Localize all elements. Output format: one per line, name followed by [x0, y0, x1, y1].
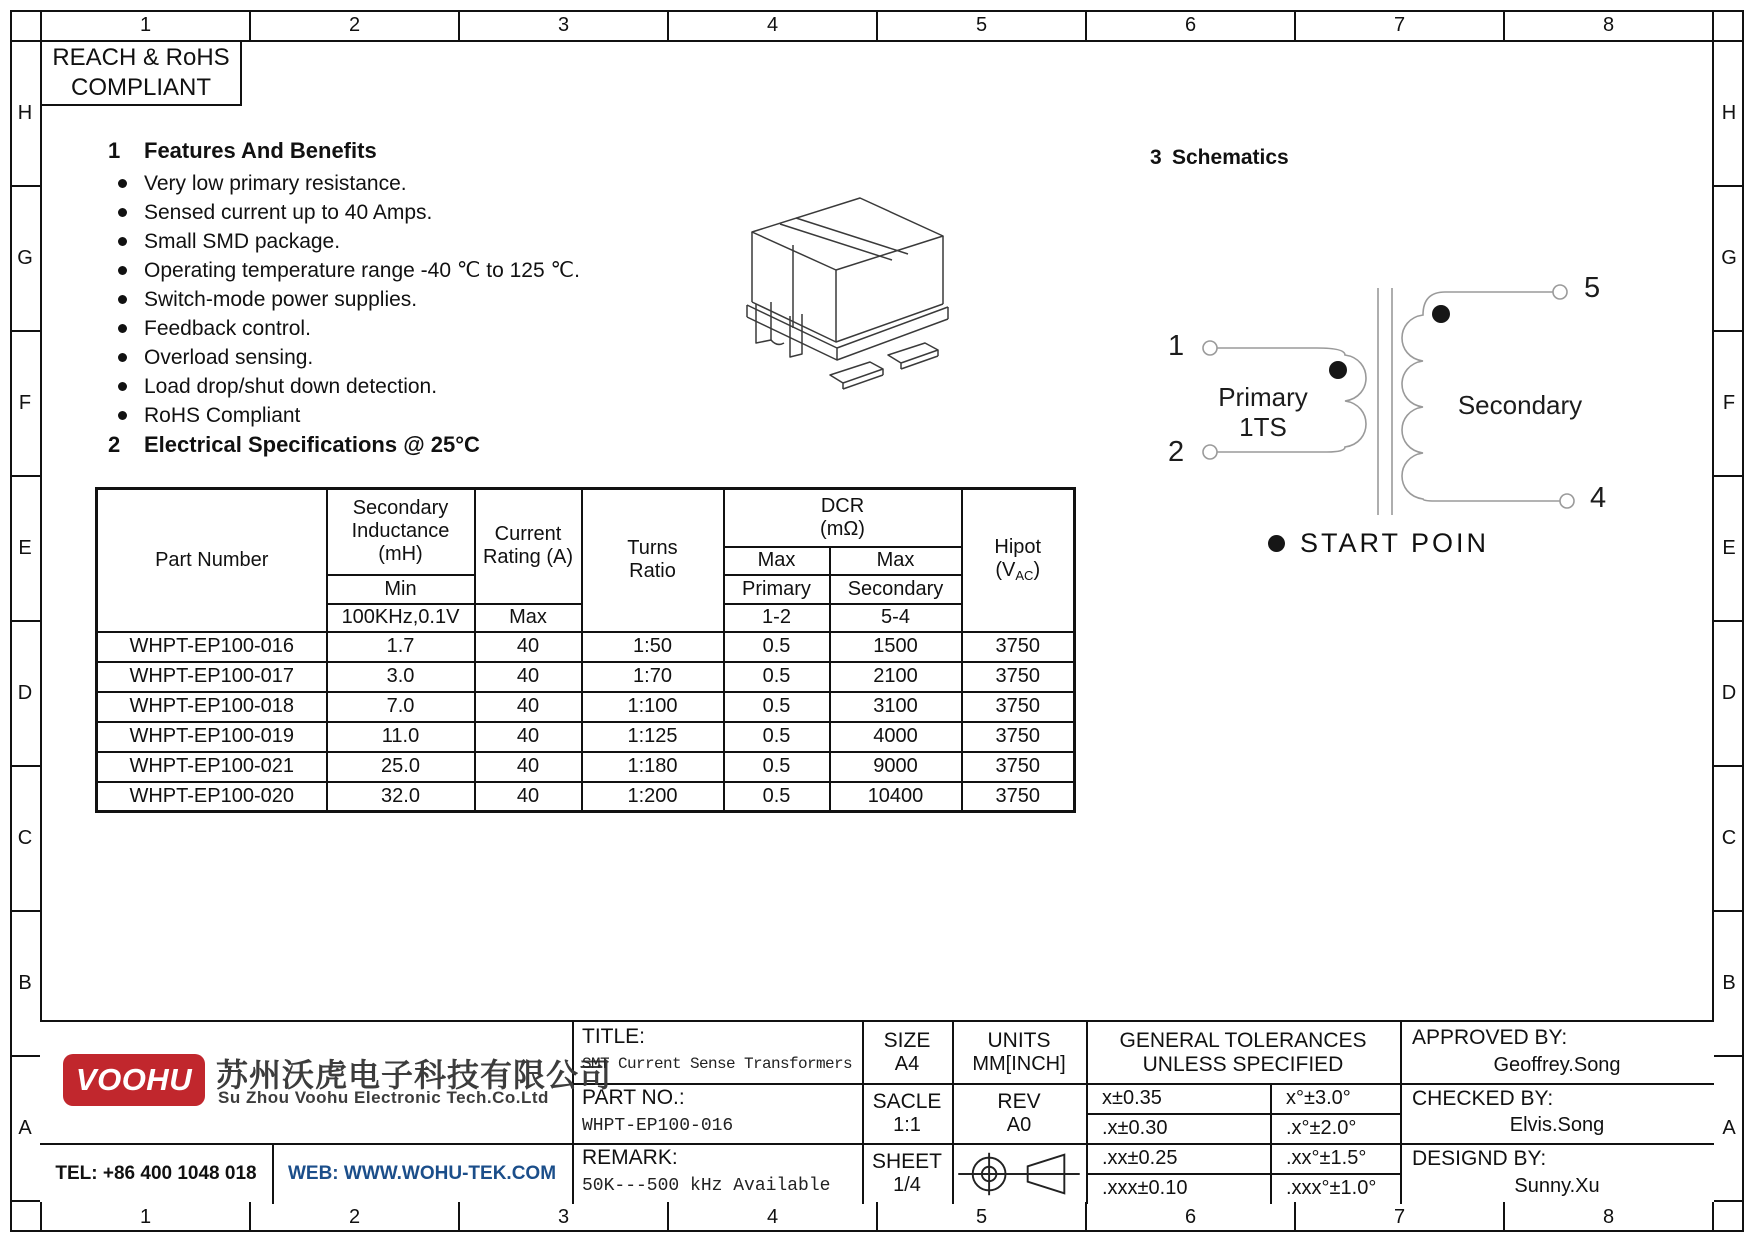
company-website: WEB: WWW.WOHU-TEK.COM: [287, 1162, 557, 1184]
zone-row-label: G: [10, 187, 40, 332]
col-header-turns-ratio: [582, 489, 724, 632]
cell-hipot: 3750: [962, 752, 1075, 782]
hipot-unit-pre: (V: [995, 559, 1016, 582]
cell-current: 40: [475, 722, 582, 752]
cell-dcr-secondary: 9000: [830, 752, 962, 782]
core-lines: [1378, 288, 1392, 515]
cell-hipot: 3750: [962, 632, 1075, 662]
sheet-cell: [862, 1143, 952, 1204]
tolerance-value: x±0.35: [1102, 1086, 1162, 1109]
zone-row-label: H: [1714, 42, 1744, 187]
features-list: [118, 169, 580, 430]
primary-phase-dot: [1329, 361, 1347, 379]
bullet-icon: [118, 295, 127, 304]
features-section-number: 1: [108, 138, 121, 163]
company-name-cn: 苏州沃虎电子科技有限公司: [216, 1057, 613, 1093]
table-row: [97, 782, 1075, 812]
cell-dcr-primary: 0.5: [724, 632, 830, 662]
zone-col-label: 3: [460, 10, 669, 40]
title-block: [40, 1020, 1714, 1202]
cell-dcr-secondary: 1500: [830, 632, 962, 662]
col-header-secondary-inductance: Secondary Inductance (mH): [327, 489, 475, 575]
scale-label: SACLE: [872, 1089, 942, 1113]
dcr-primary-header: Primary: [724, 575, 830, 604]
cell-turns-ratio: 1:125: [582, 722, 724, 752]
dcr-unit: (mΩ): [820, 517, 865, 540]
cell-current: 40: [475, 692, 582, 722]
feature-text: RoHS Compliant: [144, 403, 301, 427]
title-cell: [572, 1022, 862, 1083]
list-item: [118, 256, 580, 285]
zone-band-top: [40, 10, 1714, 40]
pin2-label: 2: [1168, 436, 1185, 468]
current-rating-max-header: Max: [475, 604, 582, 632]
zone-row-label: C: [10, 767, 40, 912]
schematic-section-number: 3: [1150, 146, 1162, 169]
cell-hipot: 3750: [962, 692, 1075, 722]
tolerances-header: [1086, 1022, 1400, 1083]
zone-col-label: 5: [878, 1202, 1087, 1232]
zone-col-label: 7: [1296, 10, 1505, 40]
units-value: MM[INCH]: [972, 1053, 1066, 1075]
zone-col-label: 1: [42, 10, 251, 40]
table-row: [97, 632, 1075, 662]
rev-value: A0: [1006, 1113, 1032, 1136]
bullet-icon: [118, 353, 127, 362]
cell-dcr-primary: 0.5: [724, 782, 830, 812]
specs-section-title: Electrical Specifications @ 25°C: [144, 432, 480, 457]
compliance-line2: COMPLIANT: [70, 74, 211, 101]
cell-part-number: WHPT-EP100-016: [97, 632, 327, 662]
cell-inductance: 7.0: [327, 692, 475, 722]
zone-band-right: [1714, 40, 1744, 1202]
start-point-text: START POIN: [1300, 528, 1490, 558]
title-value: SMT Current Sense Transformers: [582, 1055, 853, 1073]
bullet-icon: [118, 266, 127, 275]
part-no-label: PART NO.:: [582, 1086, 685, 1109]
company-tel: TEL: +86 400 1048 018: [55, 1162, 257, 1184]
part-no-cell: [572, 1083, 862, 1143]
sheet-value: 1/4: [893, 1174, 921, 1196]
schematic-section-title: Schematics: [1172, 146, 1289, 169]
rev-cell: [952, 1083, 1086, 1143]
cell-turns-ratio: 1:50: [582, 632, 724, 662]
pin4-label: 4: [1590, 482, 1607, 514]
bullet-icon: [118, 208, 127, 217]
bullet-icon: [118, 411, 127, 420]
cell-hipot: 3750: [962, 662, 1075, 692]
zone-col-label: 6: [1087, 10, 1296, 40]
tolerance-value: .xxx±0.10: [1102, 1177, 1188, 1199]
list-item: [118, 401, 580, 430]
rev-label: REV: [997, 1089, 1041, 1113]
cell-part-number: WHPT-EP100-018: [97, 692, 327, 722]
feature-text: Switch-mode power supplies.: [144, 287, 418, 311]
cell-inductance: 32.0: [327, 782, 475, 812]
dcr-max-primary-header: Max: [724, 547, 830, 575]
bullet-icon: [118, 237, 127, 246]
list-item: [118, 227, 580, 256]
turns-label-line2: Ratio: [629, 560, 676, 583]
approved-by-label: APPROVED BY:: [1412, 1026, 1568, 1049]
logo-text: VOOHU: [75, 1062, 193, 1097]
zone-row-label: F: [10, 332, 40, 477]
part-no-value: WHPT-EP100-016: [582, 1116, 734, 1136]
col-header-dcr: [724, 489, 962, 547]
cell-dcr-secondary: 3100: [830, 692, 962, 722]
checked-by-cell: [1400, 1083, 1714, 1143]
tolerance-value: .x±0.30: [1102, 1116, 1168, 1139]
col-header-current-rating: Current Rating (A): [475, 489, 582, 604]
company-name-en: Su Zhou Voohu Electronic Tech.Co.Ltd: [218, 1088, 549, 1107]
table-row: [97, 722, 1075, 752]
col-header-part-number: Part Number: [97, 489, 327, 632]
zone-col-label: 2: [251, 1202, 460, 1232]
hipot-unit-post: ): [1033, 559, 1041, 582]
cell-part-number: WHPT-EP100-021: [97, 752, 327, 782]
zone-row-label: A: [18, 1117, 32, 1139]
start-point-dot-icon: [1268, 535, 1285, 552]
size-cell: [862, 1022, 952, 1083]
cell-inductance: 25.0: [327, 752, 475, 782]
checked-by-name: Elvis.Song: [1509, 1114, 1605, 1136]
zone-row-label: E: [10, 477, 40, 622]
cell-turns-ratio: 1:70: [582, 662, 724, 692]
zone-col-label: 8: [1602, 13, 1615, 36]
schematic-heading: [1150, 146, 1289, 170]
bullet-icon: [118, 382, 127, 391]
cell-current: 40: [475, 662, 582, 692]
compliance-badge: [40, 40, 242, 106]
primary-turns-text: 1TS: [1239, 412, 1287, 442]
cell-turns-ratio: 1:100: [582, 692, 724, 722]
specs-section-number: 2: [108, 432, 121, 457]
cell-turns-ratio: 1:180: [582, 752, 724, 782]
projection-cell: [952, 1143, 1086, 1204]
cell-part-number: WHPT-EP100-020: [97, 782, 327, 812]
sheet-label: SHEET: [871, 1150, 942, 1173]
tolerance-value: .x°±2.0°: [1286, 1116, 1357, 1139]
title-label: TITLE:: [582, 1025, 646, 1048]
units-cell: [952, 1022, 1086, 1083]
pin1-label: 1: [1168, 330, 1185, 362]
table-row: [97, 662, 1075, 692]
list-item: [118, 169, 580, 198]
pin4-terminal: [1560, 494, 1574, 508]
zone-col-label: 7: [1296, 1202, 1505, 1232]
col-header-hipot: [962, 489, 1075, 632]
secondary-winding-label: Secondary: [1457, 390, 1583, 420]
zone-row-label: D: [1714, 622, 1744, 767]
cell-dcr-primary: 0.5: [724, 662, 830, 692]
hipot-unit-sub: AC: [1015, 568, 1034, 584]
feature-text: Overload sensing.: [144, 345, 314, 369]
zone-col-label: 8: [1602, 1205, 1615, 1228]
cell-hipot: 3750: [962, 722, 1075, 752]
cell-dcr-secondary: 10400: [830, 782, 962, 812]
zone-row-label: E: [1714, 477, 1744, 622]
dcr-primary-pins-header: 1-2: [724, 604, 830, 632]
tolerance-value: .xx±0.25: [1102, 1146, 1178, 1169]
zone-col-label: 1: [42, 1202, 251, 1232]
cell-part-number: WHPT-EP100-019: [97, 722, 327, 752]
primary-winding-label: [1198, 382, 1328, 442]
primary-label-text: Primary: [1218, 382, 1308, 412]
table-row: [97, 752, 1075, 782]
checked-by-label: CHECKED BY:: [1412, 1087, 1554, 1110]
size-label: SIZE: [883, 1029, 931, 1052]
tolerances-header-line1: GENERAL TOLERANCES: [1119, 1028, 1367, 1052]
cell-dcr-secondary: 2100: [830, 662, 962, 692]
pin2-terminal: [1203, 445, 1217, 459]
zone-row-label: D: [10, 622, 40, 767]
designed-by-name: Sunny.Xu: [1514, 1175, 1600, 1197]
approved-by-cell: [1400, 1022, 1714, 1083]
cell-dcr-primary: 0.5: [724, 692, 830, 722]
scale-cell: [862, 1083, 952, 1143]
component-isometric-drawing: [630, 150, 960, 410]
zone-col-label: 4: [669, 10, 878, 40]
spec-table: [95, 487, 1076, 813]
company-logo: [63, 1054, 205, 1106]
remark-value: 50K---500 kHz Available: [582, 1176, 831, 1196]
secondary-inductance-condition-header: 100KHz,0.1V: [327, 604, 475, 632]
zone-row-label: A: [1722, 1117, 1736, 1139]
feature-text: Load drop/shut down detection.: [144, 374, 438, 398]
tolerance-value: .xxx°±1.0°: [1286, 1177, 1377, 1199]
projection-symbol-icon: [956, 1147, 1082, 1201]
zone-row-label: C: [1714, 767, 1744, 912]
cell-inductance: 3.0: [327, 662, 475, 692]
company-cell: [40, 1022, 613, 1143]
cell-dcr-secondary: 4000: [830, 722, 962, 752]
zone-row-label: B: [1714, 912, 1744, 1057]
zone-row-label: F: [1714, 332, 1744, 477]
tolerance-value: .xx°±1.5°: [1286, 1146, 1367, 1169]
cell-current: 40: [475, 752, 582, 782]
zone-band-left: [10, 40, 40, 1202]
zone-band-bottom: [40, 1202, 1714, 1232]
cell-dcr-primary: 0.5: [724, 722, 830, 752]
list-item: [118, 372, 580, 401]
zone-col-label: 2: [251, 10, 460, 40]
cell-hipot: 3750: [962, 782, 1075, 812]
table-row: [97, 692, 1075, 722]
size-value: A4: [894, 1053, 920, 1075]
list-item: [118, 314, 580, 343]
dcr-max-secondary-header: Max: [830, 547, 962, 575]
designed-by-cell: [1400, 1143, 1714, 1204]
cell-part-number: WHPT-EP100-017: [97, 662, 327, 692]
feature-text: Sensed current up to 40 Amps.: [144, 200, 433, 224]
cell-inductance: 1.7: [327, 632, 475, 662]
dcr-secondary-header: Secondary: [830, 575, 962, 604]
list-item: [118, 343, 580, 372]
pin5-terminal: [1553, 285, 1567, 299]
zone-col-label: 4: [669, 1202, 878, 1232]
remark-label: REMARK:: [582, 1146, 678, 1169]
cell-current: 40: [475, 782, 582, 812]
feature-text: Feedback control.: [144, 316, 311, 340]
compliance-line1: REACH & RoHS: [52, 44, 230, 71]
scale-value: 1:1: [893, 1113, 921, 1136]
zone-col-label: 6: [1087, 1202, 1296, 1232]
pin5-label: 5: [1584, 272, 1601, 304]
features-section-title: Features And Benefits: [144, 138, 377, 163]
cell-dcr-primary: 0.5: [724, 752, 830, 782]
turns-label-line1: Turns: [627, 537, 678, 560]
features-heading: [108, 138, 377, 164]
units-label: UNITS: [987, 1029, 1051, 1052]
feature-text: Operating temperature range -40 ℃ to 125 ℃.: [144, 259, 580, 282]
bullet-icon: [118, 179, 127, 188]
remark-cell: [572, 1143, 862, 1204]
designed-by-label: DESIGND BY:: [1412, 1147, 1547, 1170]
cell-inductance: 11.0: [327, 722, 475, 752]
zone-col-label: 3: [460, 1202, 669, 1232]
tolerances-header-line2: UNLESS SPECIFIED: [1142, 1052, 1344, 1076]
feature-text: Very low primary resistance.: [144, 171, 407, 195]
tolerance-value: x°±3.0°: [1286, 1086, 1351, 1109]
zone-row-label: H: [10, 42, 40, 187]
dcr-secondary-pins-header: 5-4: [830, 604, 962, 632]
zone-col-label: 5: [878, 10, 1087, 40]
secondary-inductance-min-header: Min: [327, 575, 475, 604]
specs-heading: [108, 432, 480, 458]
zone-row-label: G: [1714, 187, 1744, 332]
start-point-legend: [1268, 528, 1489, 559]
list-item: [118, 285, 580, 314]
list-item: [118, 198, 580, 227]
secondary-phase-dot: [1432, 305, 1450, 323]
zone-row-label: B: [10, 912, 40, 1057]
dcr-label: DCR: [820, 494, 865, 517]
approved-by-name: Geoffrey.Song: [1493, 1054, 1621, 1076]
hipot-unit: [965, 559, 1072, 584]
feature-text: Small SMD package.: [144, 229, 341, 253]
pin1-terminal: [1203, 341, 1217, 355]
hipot-label: Hipot: [994, 536, 1042, 559]
bullet-icon: [118, 324, 127, 333]
cell-current: 40: [475, 632, 582, 662]
cell-turns-ratio: 1:200: [582, 782, 724, 812]
